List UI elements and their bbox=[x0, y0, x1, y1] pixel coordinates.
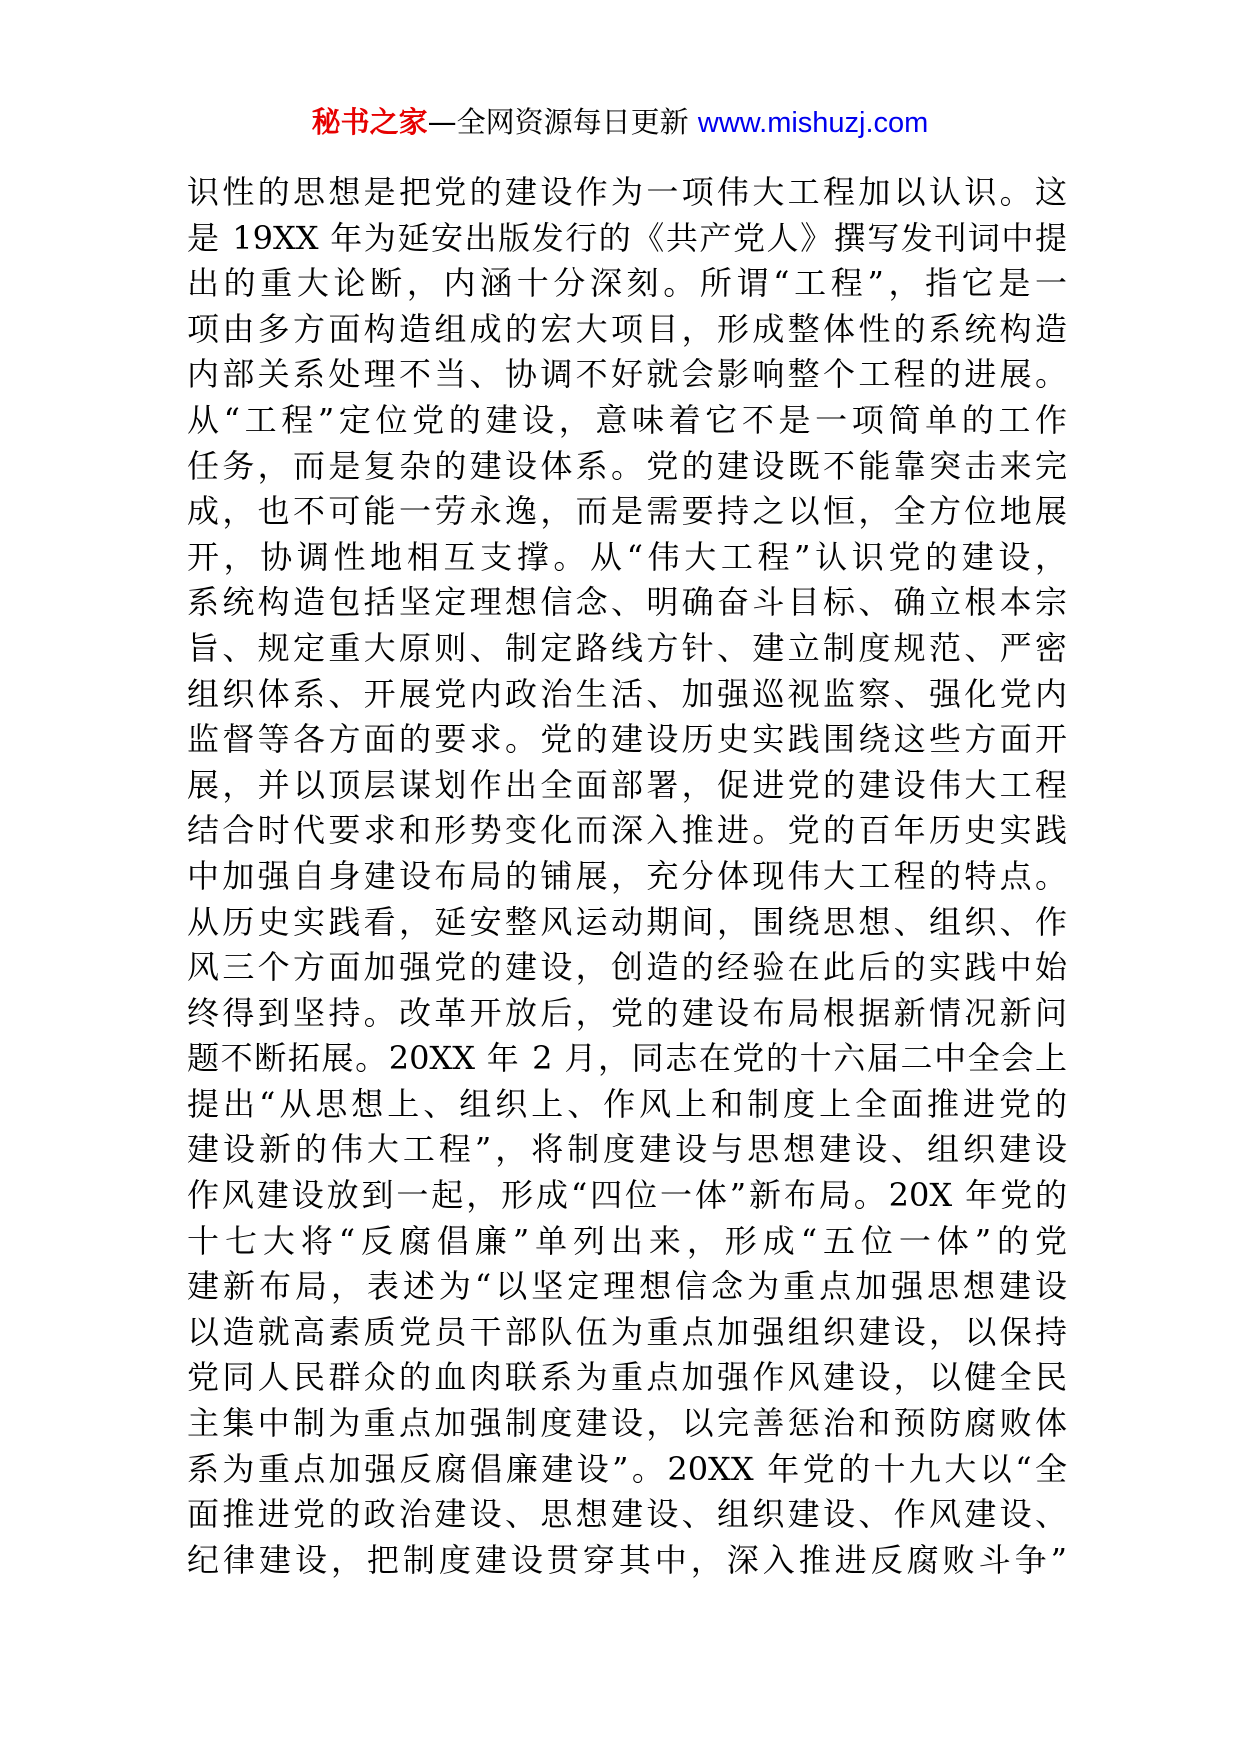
body-line: 是 19XX 年为延安出版发行的《共产党人》撰写发刊词中提 bbox=[187, 218, 1067, 257]
site-tagline: —全网资源每日更新 bbox=[427, 105, 689, 139]
body-line: 组织体系、开展党内政治生活、加强巡视监察、强化党内 bbox=[187, 674, 1067, 713]
body-line: 风三个方面加强党的建设，创造的经验在此后的实践中始 bbox=[187, 948, 1067, 987]
body-line: 内部关系处理不当、协调不好就会影响整个工程的进展。 bbox=[187, 355, 1067, 394]
body-line: 提出“从思想上、组织上、作风上和制度上全面推进党的 bbox=[187, 1084, 1067, 1123]
body-line: 中加强自身建设布局的铺展，充分体现伟大工程的特点。 bbox=[187, 856, 1067, 895]
body-line: 成，也不可能一劳永逸，而是需要持之以恒，全方位地展 bbox=[187, 492, 1067, 531]
body-line: 作风建设放到一起，形成“四位一体”新布局。20X 年党的 bbox=[187, 1176, 1067, 1215]
body-line: 展，并以顶层谋划作出全面部署，促进党的建设伟大工程 bbox=[187, 765, 1067, 804]
body-line: 识性的思想是把党的建设作为一项伟大工程加以认识。这 bbox=[187, 173, 1067, 211]
body-line: 建新布局，表述为“以坚定理想信念为重点加强思想建设 bbox=[187, 1267, 1067, 1306]
body-line: 出的重大论断，内涵十分深刻。所谓“工程”，指它是一 bbox=[187, 264, 1067, 303]
site-brand: 秘书之家 bbox=[311, 105, 428, 139]
body-line: 建设新的伟大工程”，将制度建设与思想建设、组织建设 bbox=[187, 1130, 1067, 1169]
body-line: 系统构造包括坚定理想信念、明确奋斗目标、确立根本宗 bbox=[187, 583, 1067, 622]
body-line: 终得到坚持。改革开放后，党的建设布局根据新情况新问 bbox=[187, 993, 1067, 1032]
site-url-link[interactable]: www.mishuzj.com bbox=[697, 107, 929, 139]
body-line: 监督等各方面的要求。党的建设历史实践围绕这些方面开 bbox=[187, 720, 1067, 759]
body-line: 题不断拓展。20XX 年 2 月，同志在党的十六届二中全会上 bbox=[187, 1039, 1067, 1078]
body-line: 项由多方面构造组成的宏大项目，形成整体性的系统构造 bbox=[187, 309, 1067, 348]
body-line: 系为重点加强反腐倡廉建设”。20XX 年党的十九大以“全 bbox=[187, 1449, 1067, 1488]
body-line: 主集中制为重点加强制度建设，以完善惩治和预防腐败体 bbox=[187, 1404, 1067, 1443]
body-line: 十七大将“反腐倡廉”单列出来，形成“五位一体”的党 bbox=[187, 1221, 1067, 1260]
body-line: 开，协调性地相互支撑。从“伟大工程”认识党的建设， bbox=[187, 537, 1067, 576]
body-line: 从“工程”定位党的建设，意味着它不是一项简单的工作 bbox=[187, 400, 1067, 439]
body-line: 党同人民群众的血肉联系为重点加强作风建设，以健全民 bbox=[187, 1358, 1067, 1397]
body-line: 以造就高素质党员干部队伍为重点加强组织建设，以保持 bbox=[187, 1312, 1067, 1351]
body-line: 任务，而是复杂的建设体系。党的建设既不能靠突击来完 bbox=[187, 446, 1067, 485]
body-line: 从历史实践看，延安整风运动期间，围绕思想、组织、作 bbox=[187, 902, 1067, 941]
page-header bbox=[0, 102, 1240, 143]
body-line: 旨、规定重大原则、制定路线方针、建立制度规范、严密 bbox=[187, 628, 1067, 667]
document-body bbox=[187, 170, 1067, 1583]
body-line: 面推进党的政治建设、思想建设、组织建设、作风建设、 bbox=[187, 1495, 1067, 1534]
body-line: 结合时代要求和形势变化而深入推进。党的百年历史实践 bbox=[187, 811, 1067, 850]
body-line: 纪律建设，把制度建设贯穿其中，深入推进反腐败斗争” bbox=[187, 1540, 1067, 1579]
